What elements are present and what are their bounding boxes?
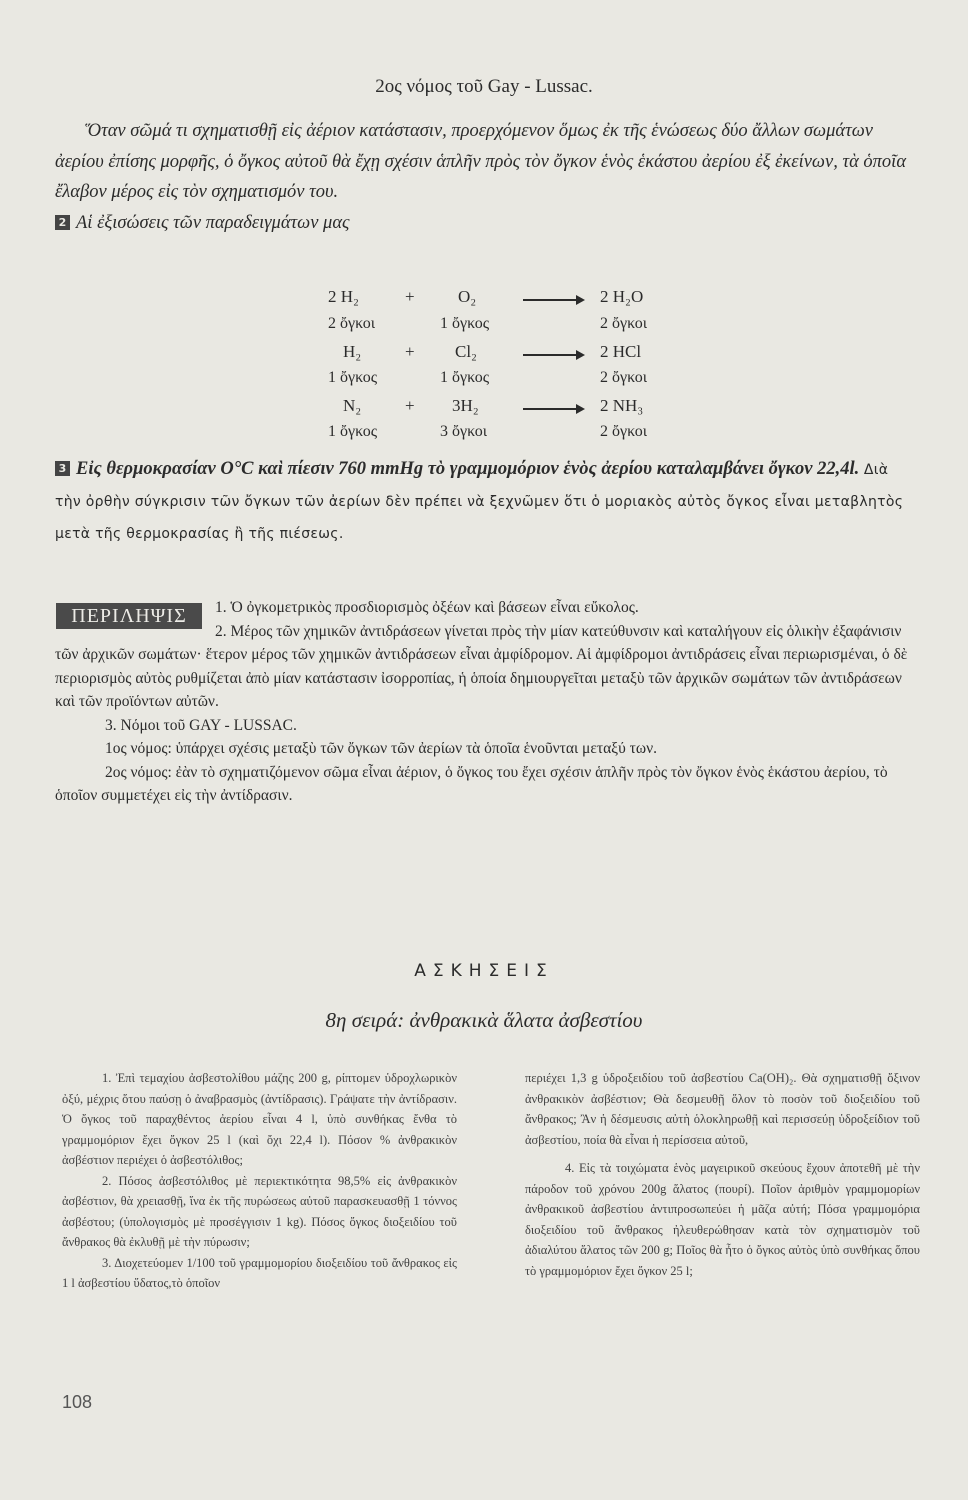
exercise-3-continued: περιέχει 1,3 g ὑδροξειδίου τοῦ ἀσβεστίου Ca(OH)₂. Θὰ σχηματισθῇ ὄξινον ἀνθρακικὸν ἀσβέστιον; Θὰ δεσμευθῇ ὅλον τὸ ποσὸν τοῦ διοξειδίου τοῦ ἄνθρακος; Ἂν ἡ δέσμευσις αὐτὴ ὁλοκληρωθῇ καὶ περισσεύῃ ὑδροξείδιον τοῦ ἀσβεστίου, ποία θὰ εἶναι ἡ περίσσεια αὐτοῦ, [525,1071,920,1147]
exercise-series-title: 8η σειρά: ἀνθρακικὰ ἅλατα ἀσβεστίου [325,1008,643,1032]
summary-item-2: 2. Μέρος τῶν χημικῶν ἀντιδράσεων γίνεται πρὸς τὴν μίαν κατεύθυνσιν καὶ καταλήγουν εἰς ὁλικὴν ἐξαφάνισιν τῶν ἀρχικῶν σωμάτων· ἕτερον μέρος τῶν χημικῶν ἀντιδράσεων εἶναι ἀμφίδρομον. Αἱ ἀμφίδρομοι ἀντιδράσεις εἶναι περιωρισμέναι, ὁ δὲ περιορισμὸς αὐτὸς ρυθμίζεται ἀπὸ μίαν κατάστασιν ἰσορροπίας, ἡ ὁποία δημιουργεῖται μεταξὺ τῶν ἀρχικῶν σωμάτων τῶν ἀντιδράσεων καὶ τῶν προϊόντων αὐτῶν. [55,622,908,710]
exercise-2: 2. Πόσος ἀσβεστόλιθος μὲ περιεκτικότητα 98,5% εἰς ἀνθρακικὸν ἀσβέστιον, θὰ χρειασθῇ, ἵνα ἐκ τῆς πυρώσεως αὐτοῦ παρασκευασθῇ 1 τόννος ἀσβέστου; (ὑπολογισμὸς μὲ προσέγγισιν 1 kg). Πόσος ὄγκος διοξειδίου τοῦ ἄνθρακος θὰ ἐκλυθῇ μὲ τὴν πύρωσιν; [62,1173,457,1249]
eq3-volr: 2 ὄγκοι [600,423,648,440]
law-paragraph [55,116,907,238]
eq1-arrow-icon [523,299,583,301]
exercise-4: 4. Εἰς τὰ τοιχώματα ἑνὸς μαγειρικοῦ σκεύους ἔχουν ἀποτεθῆ μὲ τὴν πάροδον τοῦ χρόνου 200g ἅλατος (πουρί). Ποῖον ἀριθμὸν γραμμομορίων ἀνθρακικοῦ ἀσβεστίου ἀντιπροσωπεύει ἡ μᾶζα αὐτή; Πόσα γραμμομόρια διοξειδίου τοῦ ἄνθρακος ἠλευθερώθησαν κατὰ τὸν σχηματισμὸν τοῦ ἀδιαλύτου ἅλατος τῶν 200 g; Ποῖος θὰ ἦτο ὁ ὄγκος αὐτὸς ὑπὸ συνθήκας ὅπου τὸ γραμμομόριον ἔχει ὄγκον 25 l; [525,1161,920,1278]
summary-item-3: 3. Νόμοι τοῦ GAY - LUSSAC. [105,716,297,734]
summary-tag: ΠΕΡΙΛΗΨΙΣ [56,603,202,629]
eq3-rhs: 2 NH₃ [600,396,644,415]
summary-block [55,596,915,808]
eq1-lhs2: O₂ [458,287,477,306]
eq3-lhs2: 3H₂ [452,396,479,415]
eq3-arrow-icon [523,408,583,410]
page-number: 108 [62,1392,93,1412]
exercises-heading: ΑΣΚΗΣΕΙΣ [414,961,554,981]
law-text: Ὅταν σῶμά τι σχηματισθῇ εἰς ἀέριον κατάστασιν, προερχόμενον ὅμως ἐκ τῆς ἑνώσεως δύο ἄλλων σωμάτων ἀερίου ἐπίσης μορφῆς, ὁ ὄγκος αὐτοῦ θὰ ἔχῃ σχέσιν ἁπλῆν πρὸς τὸν ὄγκον ἑνὸς ἑκάστου ἀερίου ἐξ ἐκείνων, τὰ ὁποῖα ἔλαβον μέρος εἰς τὸν σχηματισμόν του. [55,121,907,202]
eq3-op: + [405,396,415,415]
eq1-vol1: 2 ὄγκοι [328,315,376,332]
eq2-vol2: 1 ὄγκος [440,369,490,386]
eq2-lhs1: H₂ [343,342,362,361]
eq1-lhs1: 2 H₂ [328,287,359,306]
page-title: 2ος νόμος τοῦ Gay - Lussac. [375,76,593,97]
eq2-lhs2: Cl₂ [455,342,477,361]
note-2-heading [55,208,907,239]
note-badge-2: 2 [55,215,70,230]
note-badge-3: 3 [55,461,70,476]
eq1-volr: 2 ὄγκοι [600,315,648,332]
eq1-op: + [405,287,415,306]
exercises-right-column [525,1068,920,1281]
note-3-light: Διὰ τὴν ὀρθὴν σύγκρισιν τῶν ὄγκων τῶν ἀερίων δὲν πρέπει νὰ ξεχνῶμεν ὅτι ὁ μοριακὸς αὐτὸς ὄγκος εἶναι μεταβλητὸς μετὰ τῆς θερμοκρασίας ἢ τῆς πιέσεως. [55,462,904,542]
eq3-vol2: 3 ὄγκοι [440,423,488,440]
eq2-rhs: 2 HCl [600,342,642,361]
summary-item-4: 1ος νόμος: ὑπάρχει σχέσις μεταξὺ τῶν ὄγκων τῶν ἀερίων τὰ ὁποῖα ἑνοῦνται μεταξύ των. [105,740,657,757]
eq2-volr: 2 ὄγκοι [600,369,648,386]
eq3-vol1: 1 ὄγκος [328,423,378,440]
note-3 [55,454,907,550]
exercise-1: 1. Ἐπὶ τεμαχίου ἀσβεστολίθου μάζης 200 g, ρίπτομεν ὑδροχλωρικὸν ὀξύ, μέχρις ὅτου παύσῃ ὁ ἀναβρασμὸς (ἀντίδρασις). Γράψατε τὴν ἀντίδρασιν. Ὁ ὄγκος τοῦ παραχθέντος ἀερίου εἶναι 4 l, ὑπὸ συνθήκας ἔνθα τὸ γραμμομόριον ἔχει ὄγκον 25 l (καὶ ὄχι 22,4 l). Πόσον % ἀνθρακικὸν ἀσβέστιον περιέχει ὁ ἀσβεστόλιθος; [62,1071,457,1167]
note-3-bold: Εἰς θερμοκρασίαν O°C καὶ πίεσιν 760 mmHg τὸ γραμμομόριον ἑνὸς ἀερίου καταλαμβάνει ὄγκον 22,4l. [76,459,860,479]
summary-item-1: 1. Ὁ ὀγκομετρικὸς προσδιορισμὸς ὀξέων καὶ βάσεων εἶναι εὔκολος. [215,599,639,616]
eq1-vol2: 1 ὄγκος [440,315,490,332]
note-2-heading-text: Αἱ ἐξισώσεις τῶν παραδειγμάτων μας [76,212,350,233]
summary-item-5: 2ος νόμος: ἐὰν τὸ σχηματιζόμενον σῶμα εἶναι ἀέριον, ὁ ὄγκος του ἔχει σχέσιν ἁπλῆν πρὸς τὸν ὄγκον ἑνὸς ἑκάστου ἀερίου, τὸ ὁποῖον συμμετέχει εἰς τὴν ἀντίδρασιν. [55,763,888,804]
eq1-rhs: 2 H₂O [600,287,644,306]
exercise-3: 3. Διοχετεύομεν 1/100 τοῦ γραμμομορίου διοξειδίου τοῦ ἄνθρακος εἰς 1 l ἀσβεστίου ὕδατος,τὸ ὁποῖον [62,1255,457,1290]
exercises-left-column [62,1068,457,1294]
eq2-arrow-icon [523,354,583,356]
eq2-op: + [405,342,415,361]
eq3-lhs1: N₂ [343,396,362,415]
eq2-vol1: 1 ὄγκος [328,369,378,386]
